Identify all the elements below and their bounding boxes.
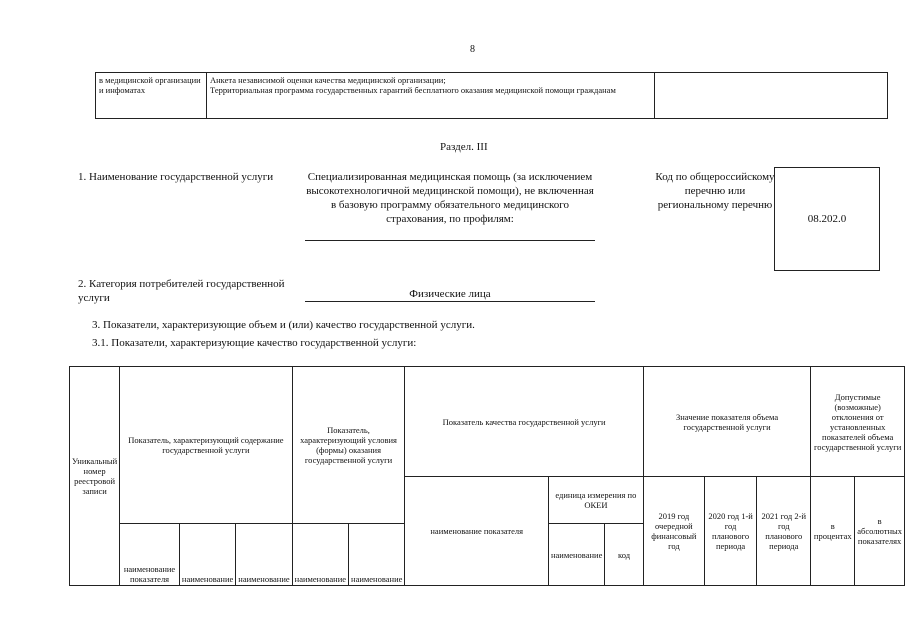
- header-deviation-group: Допустимые (возможные) отклонения от установленных показателей объема государственной услуги: [811, 367, 905, 477]
- header-percent: в процентах: [811, 477, 855, 586]
- quality-heading: 3.1. Показатели, характеризующие качество государственной услуги:: [92, 337, 417, 349]
- section-title: Раздел. III: [440, 141, 488, 153]
- subheader-name-2: наименование: [236, 524, 292, 586]
- page-number: 8: [470, 44, 475, 55]
- consumers-underline: [305, 301, 595, 302]
- consumers-value: Физические лица: [409, 288, 491, 300]
- service-name-underline: [305, 240, 595, 241]
- header-year-2021: 2021 год 2-й год планового периода: [757, 477, 811, 586]
- code-label: Код по общероссийскому перечню или региональному перечню: [655, 171, 775, 211]
- subheader-unit-code: код: [605, 524, 643, 586]
- header-quality-group: Показатель качества государственной услуги: [405, 367, 643, 477]
- subheader-name-3: наименование: [292, 524, 348, 586]
- header-indicator-name: наименование показателя: [405, 477, 549, 586]
- consumers-label: 2. Категория потребителей государственной услуги: [78, 278, 285, 304]
- code-box: [774, 167, 880, 271]
- header-year-2020: 2020 год 1-й год планового периода: [704, 477, 756, 586]
- header-content-group: Показатель, характеризующий содержание государственной услуги: [120, 367, 293, 524]
- header-absolute: в абсолютных показателях: [855, 477, 905, 586]
- subheader-name-1: наименование: [179, 524, 235, 586]
- header-conditions-group: Показатель, характеризующий условия (формы) оказания государственной услуги: [292, 367, 405, 524]
- code-value: 08.202.0: [807, 213, 847, 225]
- top-table-left-cell: [96, 73, 207, 119]
- top-table-right-cell: [655, 73, 888, 119]
- top-table-left-text: в медицинской организации и инфоматах: [99, 75, 201, 95]
- header-year-2019: 2019 год очередной финансовый год: [643, 477, 704, 586]
- top-table-mid-line2: Территориальная программа государственных гарантий бесплатного оказания медицинской помощи гражданам: [210, 85, 616, 95]
- subheader-name-4: наименование: [349, 524, 405, 586]
- indicators-heading: 3. Показатели, характеризующие объем и (или) качество государственной услуги.: [92, 319, 475, 331]
- header-unit-group: единица измерения по ОКЕИ: [548, 477, 643, 524]
- service-name-label: 1. Наименование государственной услуги: [78, 171, 274, 183]
- top-table-mid-line1: Анкета независимой оценки качества медицинской организации;: [210, 75, 446, 85]
- subheader-indicator-name: наименование показателя: [120, 524, 180, 586]
- service-name-value: Специализированная медицинская помощь (за исключением высокотехнологичной медицинской помощи), не включенная в базовую программу обязательного медицинского страхования, по профилям:: [306, 171, 594, 225]
- top-table: [95, 72, 888, 119]
- header-unique-number: Уникальный номер реестровой записи: [70, 367, 120, 586]
- header-value-group: Значение показателя объема государственной услуги: [643, 367, 811, 477]
- subheader-unit-name: наименование: [548, 524, 604, 586]
- quality-table: [69, 366, 905, 586]
- top-table-mid-cell: [207, 73, 655, 119]
